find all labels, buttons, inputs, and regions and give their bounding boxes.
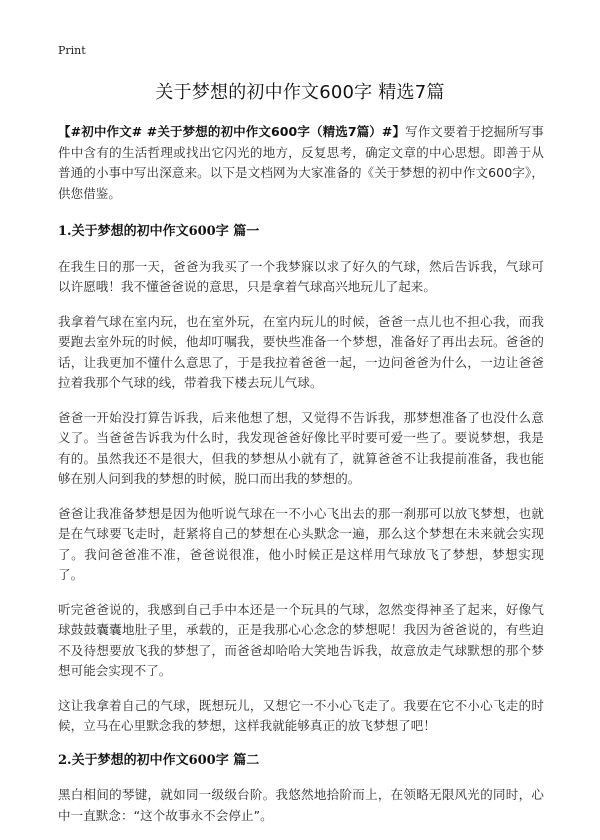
section-1-paragraph-4: 爸爸让我准备梦想是因为他听说气球在一不小心飞出去的那一刹那可以放飞梦想，也就是在气球要飞走时，赶紧将自己的梦想在心头默念一遍，那么这个梦想在未来就会实现了。我问爸爸准不准，爸爸说很准，他小时候正是这样用气球放飞了梦想，梦想实现了。 bbox=[58, 505, 544, 582]
page-title: 关于梦想的初中作文600字 精选7篇 bbox=[155, 82, 445, 103]
intro-text: 写作文要着于挖掘所写事件中含有的生活哲理或找出它闪光的地方，反复思考，确定文章的中心思想。即善于从普通的小事中写出深意来。以下是文档网为大家准备的《关于梦想的初中作文600字》，供您借鉴。 bbox=[58, 124, 544, 201]
section-1-paragraph-1: 在我生日的那一天，爸爸为我买了一个我梦寐以求了好久的气球，然后告诉我，气球可以许愿哦！我不懂爸爸说的意思，只是拿着气球高兴地玩儿了起来。 bbox=[58, 258, 544, 294]
intro-tag: 【#初中作文# #关于梦想的初中作文600字（精选7篇）#】 bbox=[58, 124, 406, 139]
section-1-paragraph-2: 我拿着气球在室内玩，也在室外玩，在室内玩儿的时候，爸爸一点儿也不担心我，而我要跑去室外玩的时候，他却叮嘱我，要快些准备一个梦想，准备好了再出去玩。爸爸的话，让我更加不懂什么意思了，于是我拉着爸爸一起，一边问爸爸为什么，一边让爸爸拉着我那个气球的线，带着我下楼去玩儿气球。 bbox=[58, 313, 544, 390]
section-1-paragraph-5: 听完爸爸说的，我感到自己手中本还是一个玩具的气球，忽然变得神圣了起来，好像气球鼓鼓囊囊地肚子里，承载的，正是我那心心念念的梦想呢！我因为爸爸说的，有些迫不及待想要放飞我的梦想了，而爸爸却哈哈大笑地告诉我，故意放走气球默想的那个梦想可能会实现不了。 bbox=[58, 601, 544, 678]
section-heading-1: 1.关于梦想的初中作文600字 篇一 bbox=[58, 224, 260, 239]
section-1-paragraph-6: 这让我拿着自己的气球，既想玩儿，又想它一不小心飞走了。我要在它不小心飞走的时候，立马在心里默念我的梦想，这样我就能够真正的放飞梦想了吧！ bbox=[58, 697, 544, 733]
print-link[interactable]: Print bbox=[58, 44, 86, 57]
intro-paragraph bbox=[58, 122, 544, 204]
section-heading-2: 2.关于梦想的初中作文600字 篇二 bbox=[58, 752, 260, 768]
article-body bbox=[58, 122, 544, 840]
section-2-paragraph-1: 黑白相间的琴键，就如同一级级台阶。我悠然地拾阶而上，在领略无限风光的同时，心中一直默念：“这个故事永不会停止”。 bbox=[58, 787, 544, 823]
section-1-paragraph-3: 爸爸一开始没打算告诉我，后来他想了想，又觉得不告诉我，那梦想准备了也没什么意义了。当爸爸告诉我为什么时，我发现爸爸好像比平时要可爱一些了。要说梦想，我是有的。虽然我还不是很大，但我的梦想从小就有了，就算爸爸不让我提前准备，我也能够在别人问到我的梦想的时候，脱口而出我的梦想的。 bbox=[58, 409, 544, 486]
